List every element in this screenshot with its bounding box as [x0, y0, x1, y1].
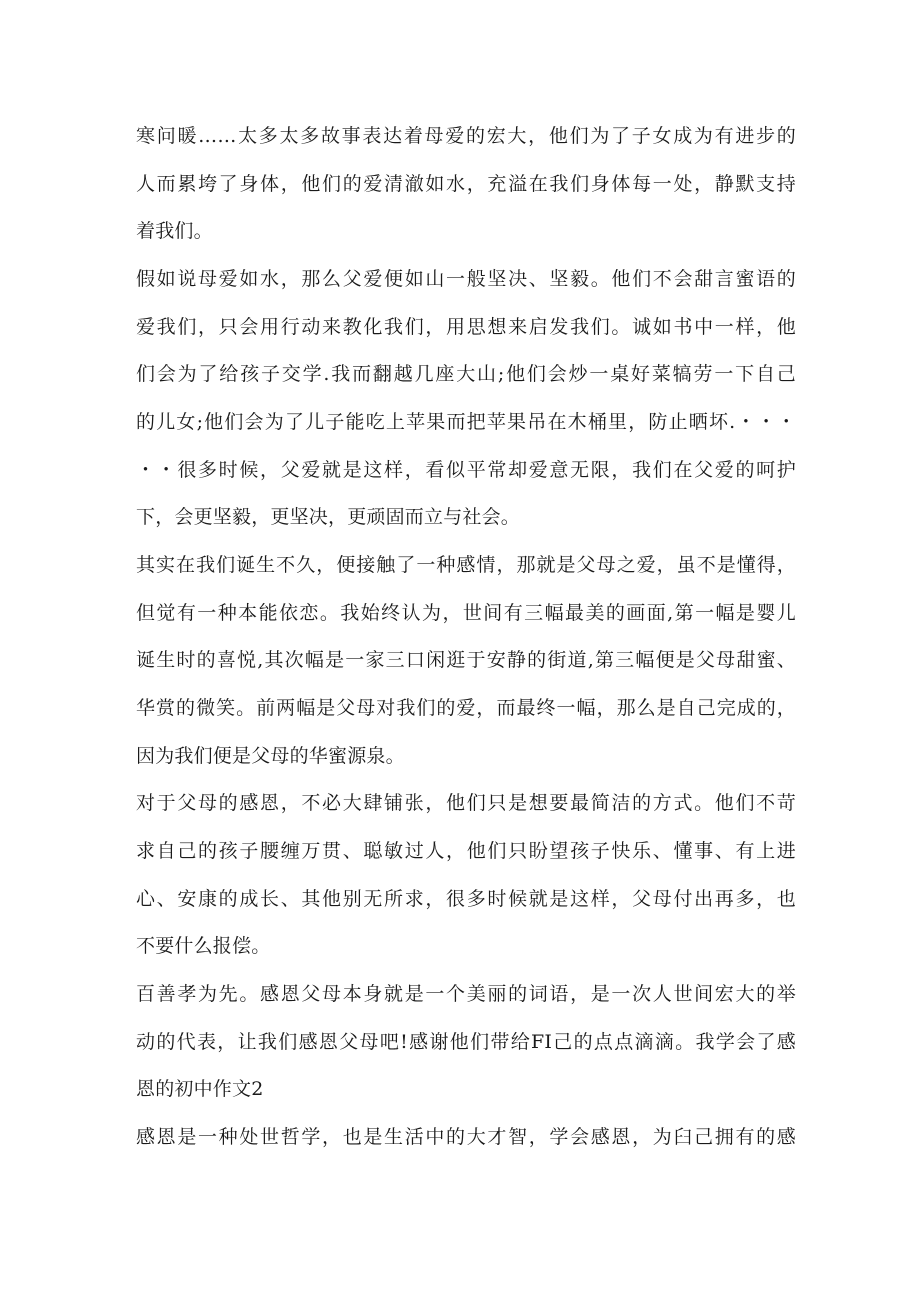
text-line: 爱我们，只会用行动来教化我们，用思想来启发我们。诚如书中一样，他: [136, 316, 796, 338]
text-line: 不要什么报偿。: [136, 935, 271, 957]
text-line: 假如说母爱如水，那么父爱便如山一般坚决、坚毅。他们不会甜言蜜语的: [136, 268, 796, 290]
text-line: 对于父母的感恩，不必大肆铺张，他们只是想要最简洁的方式。他们不苛: [136, 792, 796, 814]
text-line: 其实在我们诞生不久，便接触了一种感情，那就是父母之爱，虽不是懂得，: [136, 554, 796, 576]
text-line: 的儿女;他们会为了儿子能吃上苹果而把苹果吊在木桶里，防止晒坏.・・・: [136, 411, 796, 433]
text-line: 人而累垮了身体，他们的爱清澈如水，充溢在我们身体每一处，静默支持: [136, 173, 796, 195]
text-line: 感恩是一种处世哲学，也是生活中的大才智，学会感恩，为臼己拥有的感: [136, 1126, 796, 1148]
text-line: 下，会更坚毅，更坚决，更顽固而立与社会。: [136, 506, 521, 528]
text-line: ・・很多时候，父爱就是这样，看似平常却爱意无限，我们在父爱的呵护: [136, 459, 796, 481]
text-line: 心、安康的成长、其他别无所求，很多时候就是这样，父母付出再多，也: [136, 888, 796, 910]
text-line: 寒问暖……太多太多故事表达着母爱的宏大，他们为了子女成为有进步的: [136, 125, 796, 147]
text-line: 们会为了给孩子交学.我而翻越几座大山;他们会炒一桌好菜犒劳一下自己: [136, 363, 796, 385]
text-line: 诞生时的喜悦,其次幅是一家三口闲逛于安静的街道,第三幅便是父母甜蜜、: [136, 649, 796, 671]
text-line: 百善孝为先。感恩父母本身就是一个美丽的词语，是一次人世间宏大的举: [136, 983, 796, 1005]
text-line: 恩的初中作文2: [136, 1078, 264, 1100]
text-line: 求自己的孩子腰缠万贯、聪敏过人，他们只盼望孩子快乐、懂事、有上进: [136, 840, 796, 862]
text-line: 华赏的微笑。前两幅是父母对我们的爱，而最终一幅，那么是自己完成的，: [136, 697, 796, 719]
text-line: 着我们。: [136, 220, 213, 242]
text-line: 但觉有一种本能依恋。我始终认为，世间有三幅最美的画面,第一幅是婴儿: [136, 602, 796, 624]
text-line: 动的代表，让我们感恩父母吧!感谢他们带给FI己的点点滴滴。我学会了感: [136, 1031, 796, 1053]
text-line: 因为我们便是父母的华蜜源泉。: [136, 745, 405, 767]
